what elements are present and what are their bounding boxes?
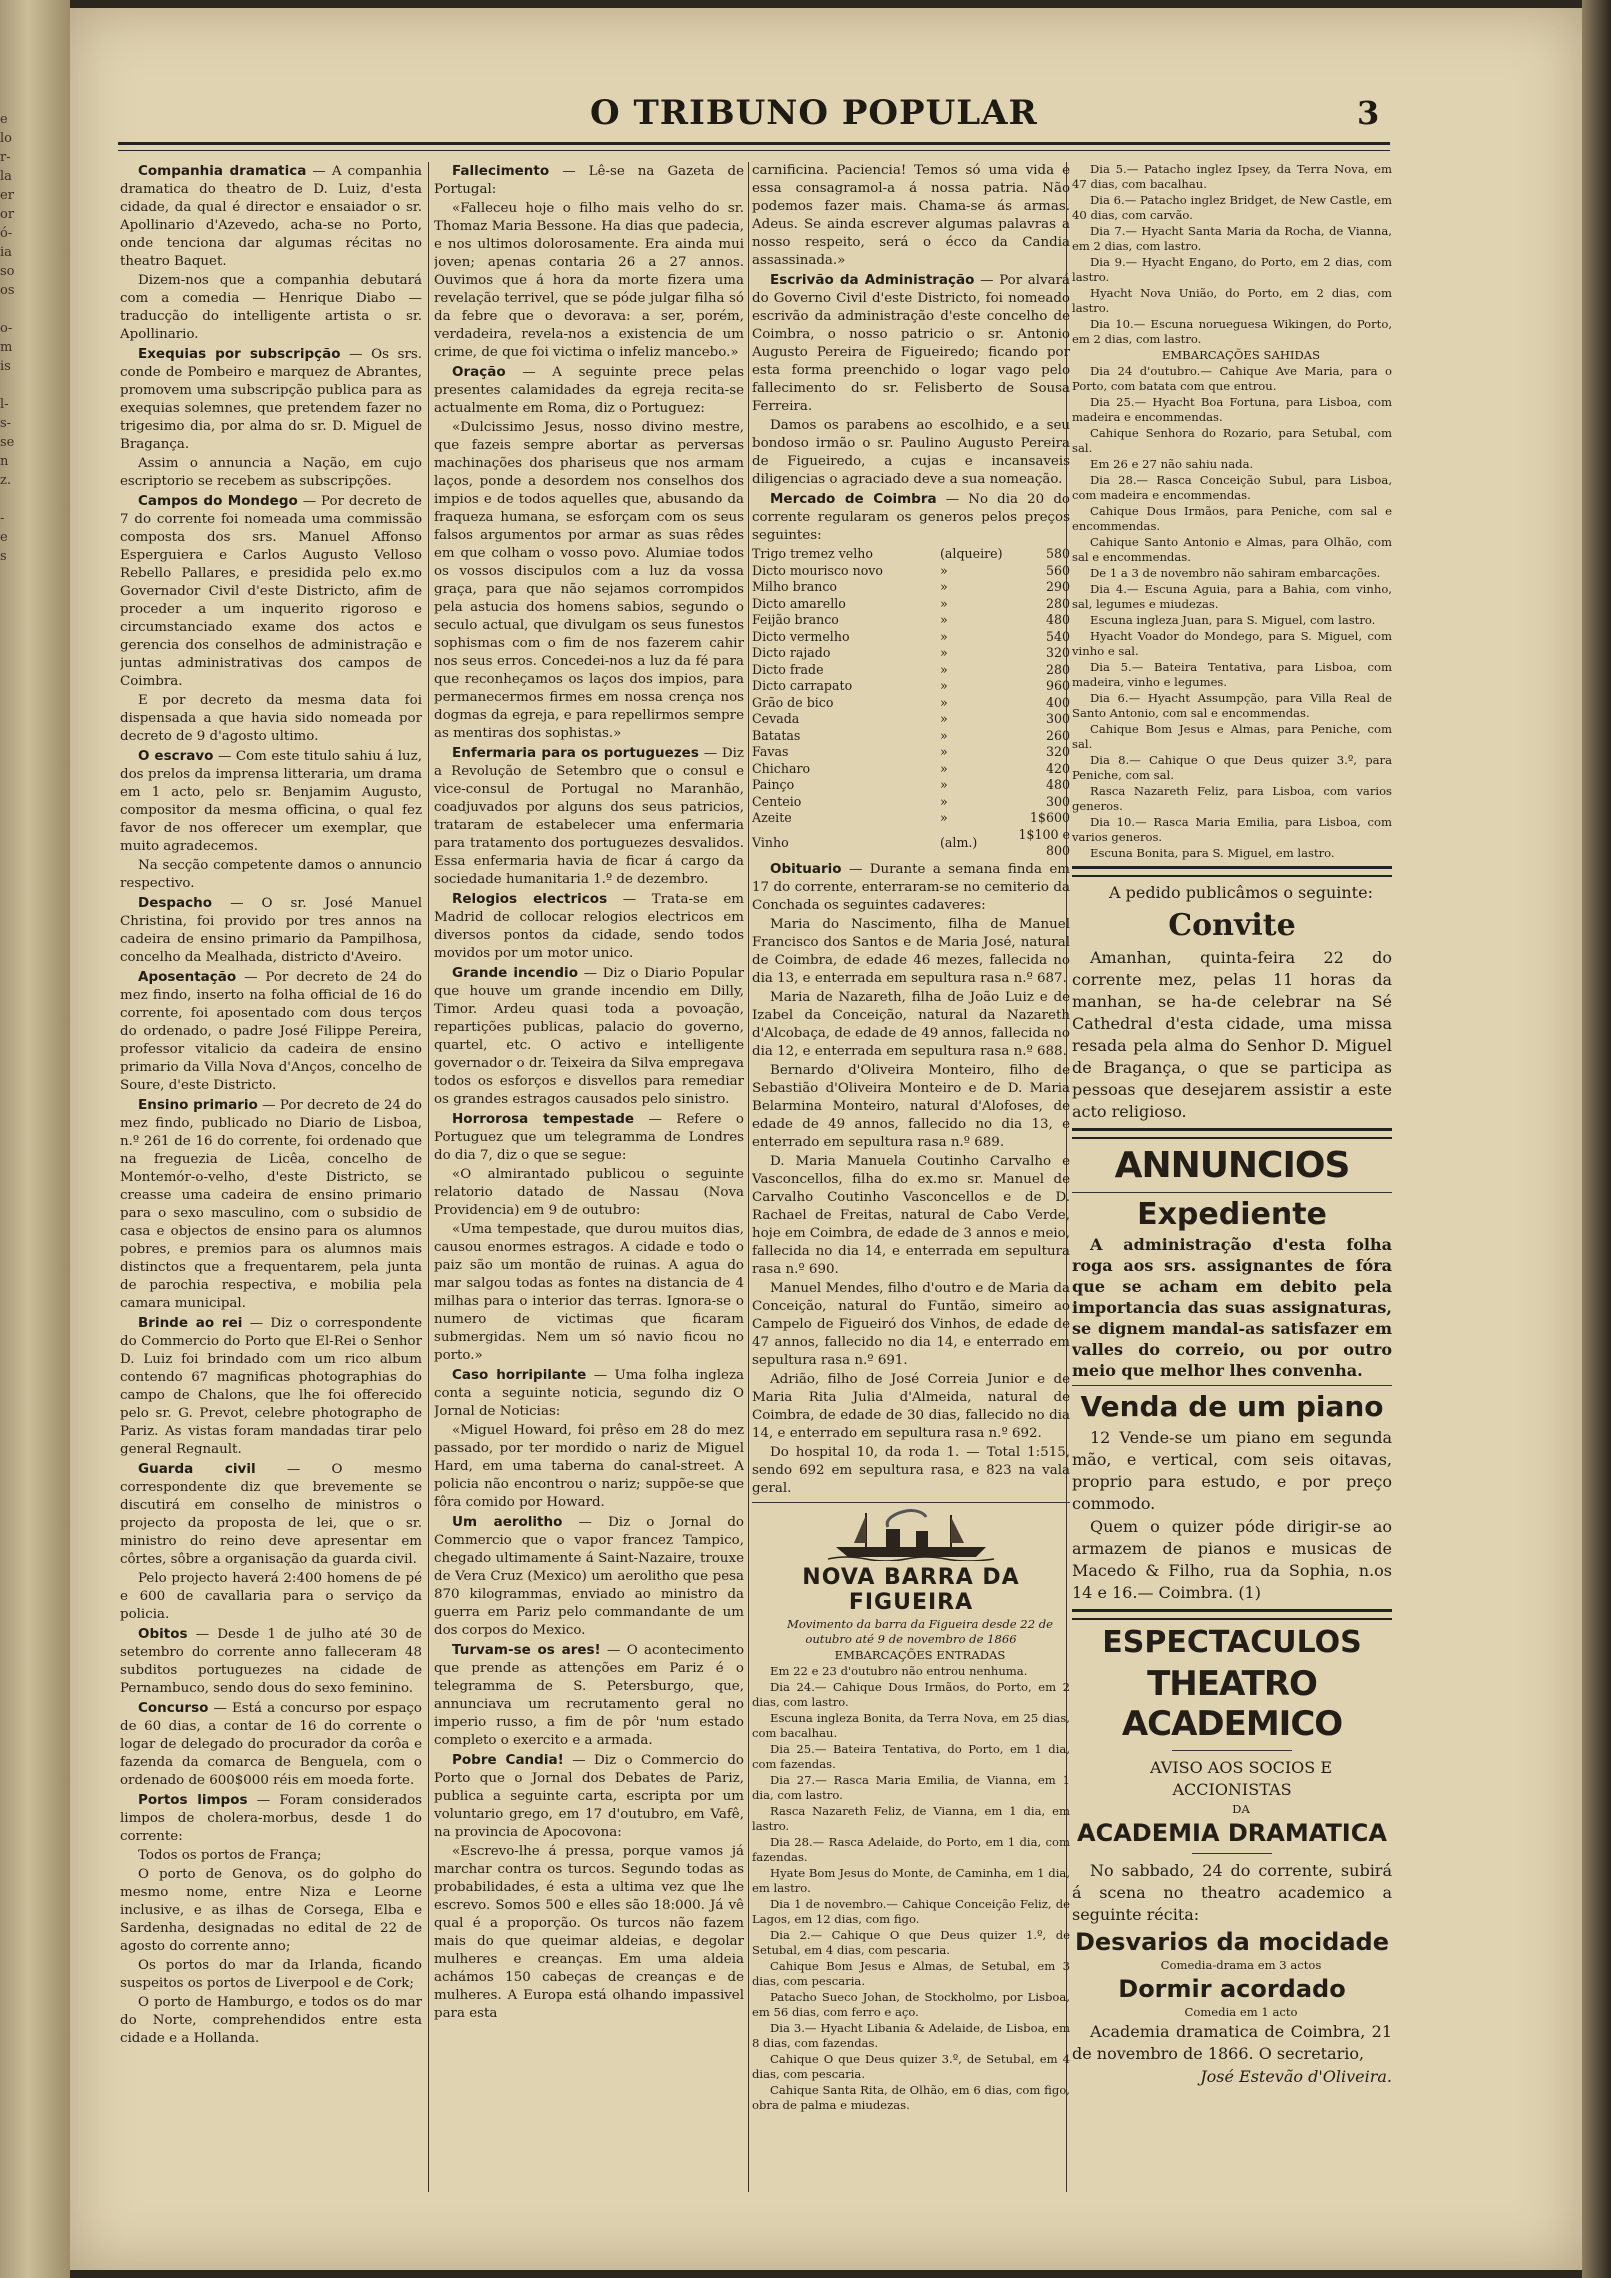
market-item: Dicto amarello [752, 595, 846, 611]
adjacent-page-fragments: e lo r- la er or ó- ia so os o- m is l- s- se n z. - e s [0, 112, 15, 564]
sahida-entry: Cahique Bom Jesus e Almas, para Peniche, com sal. [1072, 722, 1392, 751]
sahida-entry: Hyacht Voador do Mondego, para S. Miguel, com vinho e sal. [1072, 629, 1392, 658]
market-unit: » [940, 562, 948, 578]
sahida-entry: Rasca Nazareth Feliz, para Lisboa, com varios generos. [1072, 784, 1392, 813]
article-heading: Um aerolitho [452, 1514, 563, 1530]
adjacent-page-edge [0, 0, 70, 2278]
article-text: — A seguinte prece pelas presentes calamidades da egreja recita-se actualmente em Roma, diz o Portuguez: [434, 365, 744, 416]
obituary-entry: D. Maria Manuela Coutinho Carvalho e Vasconcellos, filha do ex.mo sr. Manuel de Carvalho Coutinho Vasconcellos e de D. Rachael de Freitas, natural de Cabo Verde, hoje em Coimbra, de edade de 3 annos e meio, fallecida no dia 14, e enterrada em sepultura rasa n.º 690. [752, 1153, 1070, 1277]
market-row [752, 794, 1070, 811]
market-row [752, 563, 1070, 580]
article-text: Os portos do mar da Irlanda, ficando suspeitos os portos de Liverpool e de Cork; [120, 1958, 422, 1991]
article-heading: Relogios electricos [452, 891, 608, 907]
article-heading: O escravo [138, 748, 214, 764]
market-row [752, 695, 1070, 712]
article-paragraph [120, 1096, 422, 1313]
market-row [752, 827, 1070, 860]
market-row [752, 678, 1070, 695]
market-row [752, 662, 1070, 679]
da-line: DA [1232, 1802, 1250, 1816]
article-text: — Durante a semana finda em 17 do corrente, enterraram-se no cemiterio da Conchada os seguintes cadaveres: [752, 861, 1070, 913]
article-text: — Diz o Jornal do Commercio que o vapor francez Tampico, chegado ultimamente á Saint-Nazaire, trouxe de Vera Cruz (Mexico) um aerolitho que pesa 870 kilogrammas, enviado ao ministro da guerra em Pariz pelo commandante de um dos corpos do Mexico. [434, 1515, 744, 1638]
entrada-entry: Hyate Bom Jesus do Monte, de Caminha, em 1 dia, em lastro. [752, 1865, 1070, 1895]
article-paragraph [120, 1699, 422, 1790]
article-paragraph [120, 1866, 422, 1956]
article-heading: Obituario [770, 860, 842, 877]
market-row [752, 579, 1070, 596]
masthead-rule [118, 142, 1390, 151]
entrada-entry: Hyacht Nova União, do Porto, em 2 dias, com lastro. [1072, 286, 1392, 315]
entrada-entry: Dia 1 de novembro.— Cahique Conceição Feliz, de Lagos, em 12 dias, com figo. [752, 1896, 1070, 1926]
market-price: 420 [1045, 760, 1070, 776]
play-title-1: Desvarios da mocidade [1074, 1928, 1390, 1956]
section-rule [752, 1502, 1070, 1503]
market-item: Favas [752, 744, 789, 759]
article-market [752, 490, 1070, 545]
article-paragraph [120, 1625, 422, 1698]
entrada-entry: Cahique Santa Rita, de Olhão, em 6 dias, com figo, obra de palma e miudezas. [752, 2082, 1070, 2112]
article-text: O porto de Hamburgo, e todos os do mar do Norte, comprehendidos entre esta cidade e a Hollanda. [120, 1995, 422, 2046]
article-heading: Caso horripilante [452, 1367, 587, 1383]
article-heading: Brinde ao rei [138, 1315, 243, 1331]
masthead-title: O TRIBUNO POPULAR [590, 93, 1038, 133]
article-paragraph [434, 1166, 744, 1220]
entrada-entry: Em 22 e 23 d'outubro não entrou nenhuma. [770, 1663, 1028, 1678]
market-item: Dicto carrapato [752, 678, 853, 693]
market-unit: » [940, 628, 948, 644]
article-paragraph [434, 890, 744, 963]
obituary-list [752, 916, 1070, 1498]
entrada-entry: Dia 27.— Rasca Maria Emilia, de Vianna, em 1 dia, com lastro. [752, 1772, 1070, 1802]
market-price: 480 [1045, 612, 1070, 627]
entrada-entry: Dia 2.— Cahique O que Deus quizer 1.º, de Setubal, em 4 dias, com pescaria. [752, 1927, 1070, 1957]
article-heading: Companhia dramatica [138, 163, 307, 179]
market-unit: » [940, 661, 948, 677]
article-text: — O acontecimento que prende as attenções em Pariz é o telegramma de S. Petersburgo, que, annunciava um recrutamento geral no imperio russo, a fim de pôr 'num estado completo o exercito e a armada. [434, 1643, 744, 1748]
sahida-entry: Dia 8.— Cahique O que Deus quizer 3.º, para Peniche, com sal. [1072, 753, 1392, 782]
market-row [752, 728, 1070, 745]
article-text: — Refere o Portuguez que um telegramma de Londres do dia 7, diz o que se segue: [434, 1112, 744, 1163]
article-paragraph [120, 857, 422, 893]
market-unit: » [940, 744, 948, 759]
market-item: Trigo tremez velho [752, 546, 873, 561]
article-text: — Trata-se em Madrid de collocar relogios electricos em diversos pontos da cidade, sendo todos movidos por um motor unico. [434, 892, 744, 961]
market-item: Azeite [752, 810, 792, 825]
article-text: — Por decreto de 24 do mez findo, inserto na folha official de 16 do corrente, foi aposentado com dous terços do ordenado, o padre José Filippe Pereira, professor vitalicio da cadeira de ensino primario da Villa Nova d'Anços, concelho de Soure, d'este Districto. [120, 970, 422, 1093]
article-paragraph [120, 1994, 422, 2048]
column-1 [120, 162, 422, 2192]
article-paragraph [120, 492, 422, 691]
article-text: — O sr. José Manuel Christina, foi provido por tres annos na cadeira de ensino primario da Pampilhosa, concelho da Mealhada, districto d'Aveiro. [120, 896, 422, 965]
article-text: — Diz a Revolução de Setembro que o consul e vice-consul de Portugal no Maranhão, coadjuvados por alguns dos seus patricios, trataram de estabelecer uma enfermaria para tratamento dos portuguezes desvalidos. Essa enfermaria havia de ficar á cargo da sociedade humanitaria 1.º de dezembro. [434, 746, 744, 887]
article-text: Assim o annuncia a Nação, em cujo escriptorio se recebem as subscripções. [120, 456, 422, 489]
article-text: «Dulcissimo Jesus, nosso divino mestre, que fazeis sempre abortar as perversas machinações dos phariseus que nos armam laços, ponde a desordem nos conselhos dos impios e de todos aquelles que, abusando da fraqueza humana, se esforçam com os seus falsos argumentos por armar as suas rêdes em que colham o vosso povo. Alumiae todos os vossos discipulos com a luz da vossa graça, para que não sejamos corrompidos pela astucia dos homens sabios, segundo o seculo actual, que divulgam os seus funestos sophismas com o fim de nos fazerem cahir nos seus erros. Concedei-nos a luz da fé para que reconheçamos os laços dos impios, para permanecermos firmes em nossa crença nos dogmas da egreja, e para repellirmos sempre as mentiras dos sophistas.» [434, 420, 744, 741]
entrada-entry: Patacho Sueco Johan, de Stockholmo, por Lisboa, em 56 dias, com ferro e aço. [752, 1989, 1070, 2019]
ornament-rule [1192, 1853, 1272, 1854]
article-paragraph [120, 1460, 422, 1569]
page-right-edge [1582, 0, 1611, 2278]
column-divider [428, 162, 429, 2192]
market-row [752, 612, 1070, 629]
article-text: «Falleceu hoje o filho mais velho do sr. Thomaz Maria Bessone. Ha dias que padecia, e nos ultimos dolorosamente. Era ainda mui joven; apenas contaria 26 a 27 annos. Ouvimos que á hora da morte fizera uma revelação terrivel, que se póde julgar filha só da febre que o devorava: a ser, porém, verdadeira, revela-nos a existencia de um crime, de que foi victima o infeliz mancebo.» [434, 201, 744, 360]
annuncios-heading: ANNUNCIOS [1114, 1145, 1350, 1186]
article-heading: Obitos [138, 1626, 188, 1642]
article-text: O porto de Genova, os do golpho do mesmo nome, entre Niza e Leorne inclusive, e as ilhas de Corsega, Elba e Sardenha, designadas no edital de 22 de agosto do corrente anno; [120, 1867, 422, 1954]
market-item: Batatas [752, 727, 801, 743]
article-heading: Oração [452, 364, 506, 380]
market-price: 580 [1045, 546, 1070, 561]
market-price: 560 [1045, 562, 1070, 578]
market-item: Grão de bico [752, 694, 834, 710]
market-price: 300 [1045, 711, 1070, 726]
sahida-entry: Dia 5.— Bateira Tentativa, para Lisboa, com madeira, vinho e legumes. [1072, 660, 1392, 689]
market-unit: » [940, 694, 948, 710]
sahida-entry: Cahique Santo Antonio e Almas, para Olhão, com sal e encommendas. [1072, 535, 1392, 564]
market-unit: » [940, 678, 948, 693]
market-price: 540 [1045, 628, 1070, 644]
article-text: «Uma tempestade, que durou muitos dias, causou enormes estragos. A cidade e todo o paiz são um montão de ruinas. A agua do mar salgou todas as fontes na distancia de 4 milhas para o interior das terras. Ignora-se o numero de victimas que ficaram submergidas. Nem um só navio ficou no porto.» [434, 1222, 744, 1363]
article-heading: Despacho [138, 895, 213, 911]
article-heading: Ensino primario [138, 1097, 258, 1113]
article-paragraph [434, 744, 744, 889]
article-paragraph [120, 968, 422, 1095]
market-item: Chicharo [752, 760, 811, 776]
market-row [752, 645, 1070, 662]
article-text: — O mesmo correspondente diz que brevemente se discutirá em conselho de ministros o projecto da proposta de lei, que o sr. ministro do reino deve apresentar em côrtes, sôbre a organisação da guarda civil. [120, 1462, 422, 1567]
sahida-entry: Dia 24 d'outubro.— Cahique Ave Maria, para o Porto, com batata com que entrou. [1072, 364, 1392, 393]
signature: José Estevão d'Oliveira. [1200, 2067, 1392, 2086]
sahida-entry: Escuna ingleza Juan, para S. Miguel, com lastro. [1090, 613, 1376, 627]
entrada-entry: Dia 28.— Rasca Adelaide, do Porto, em 1 dia, com fazendas. [752, 1834, 1070, 1864]
market-unit: » [940, 579, 948, 594]
article-paragraph [434, 1513, 744, 1640]
convite-text: Amanhan, quinta-feira 22 do corrente mez, pelas 11 horas da manhan, se ha-de celebrar na Sé Cathedral d'esta cidade, uma missa resada pela alma do Senhor D. Miguel de Bragança, o que se participa as pessoas que desejarem assistir a este acto religioso. [1072, 948, 1392, 1121]
article-text: — Diz o Diario Popular que houve um grande incendio em Dilly, Timor. Ardeu quasi toda a povoação, repartições publicas, palacio do governo, quartel, etc. O activo e intelligente governador o dr. Teixeira da Silva empregava todos os esforços e disvellos para remediar os grandes estragos causados pelo sinistro. [434, 966, 744, 1107]
article-paragraph [120, 1570, 422, 1624]
market-unit: » [940, 645, 948, 660]
article-heading: Escrivão da Administração [770, 272, 975, 288]
market-price: 960 [1045, 678, 1070, 693]
article-admin [752, 271, 1070, 416]
obituary-entry: Manuel Mendes, filho d'outro e de Maria da Conceição, natural do Funtão, simeiro ao Campelo de Figueiró dos Vinhos, de edade de 47 annos, fallecido no dia 14, e enterrado em sepultura rasa n.º 691. [752, 1280, 1070, 1368]
market-price: 400 [1045, 694, 1070, 710]
market-unit: » [940, 727, 948, 743]
article-heading: Pobre Candia! [452, 1752, 564, 1768]
entrada-entry: Dia 25.— Bateira Tentativa, do Porto, em 1 dia, com fazendas. [752, 1741, 1070, 1771]
steamship-icon [826, 1507, 996, 1561]
article-text: Pelo projecto haverá 2:400 homens de pé e 600 de cavallaria para o serviço da policia. [120, 1571, 422, 1622]
article-text: Dizem-nos que a companhia debutará com a comedia — Henrique Diabo — traducção do intelligente artista o sr. Apollinario. [120, 273, 422, 342]
article-paragraph [120, 1847, 422, 1865]
market-item: Centeio [752, 793, 802, 809]
article-heading: Campos do Mondego [138, 493, 298, 509]
market-unit: » [940, 777, 948, 792]
market-price: 320 [1045, 744, 1070, 759]
aviso-line: AVISO AOS SOCIOS E ACCIONISTAS [1150, 1758, 1332, 1799]
entrada-entry: Rasca Nazareth Feliz, de Vianna, em 1 dia, em lastro. [752, 1803, 1070, 1833]
market-price: 320 [1045, 645, 1070, 660]
market-item: Feijão branco [752, 612, 839, 627]
piano-address-text: Quem o quizer póde dirigir-se ao armazem de pianos e musicas de Macedo & Filho, rua da Sophia, n.os 14 e 16.— Coimbra. [1072, 1517, 1392, 1602]
sahidas-list [1072, 364, 1392, 861]
market-item: Dicto mourisco novo [752, 562, 883, 578]
expediente-heading: Expediente [1137, 1197, 1327, 1232]
market-unit: (alqueire) [940, 546, 1003, 561]
article-heading: Portos limpos [138, 1792, 248, 1808]
article-text: «O almirantado publicou o seguinte relatorio datado de Nassau (Nova Providencia) em 9 de outubro: [434, 1167, 744, 1218]
article-heading: Turvam-se os ares! [452, 1642, 601, 1658]
entradas-list-continued [1072, 162, 1392, 347]
market-row [752, 777, 1070, 794]
article-text: — Diz o Commercio do Porto que o Jornal dos Debates de Pariz, publica a seguinte carta, escripta por um voluntario grego, em 17 d'outubro, em Vafê, na provincia de Apocovona: [434, 1753, 744, 1840]
article-heading: Horrorosa tempestade [452, 1111, 635, 1127]
obituary-entry: Adrião, filho de José Correia Junior e de Maria Rita Julia d'Almeida, natural de Coimbra, de edade de 30 dias, fallecido no dia 14, e enterrado em sepultura rasa n.º 692. [752, 1371, 1070, 1441]
article-paragraph [434, 1641, 744, 1750]
entrada-entry: Escuna ingleza Bonita, da Terra Nova, em 25 dias, com bacalhau. [752, 1710, 1070, 1740]
article-paragraph [120, 747, 422, 856]
market-price: 300 [1045, 793, 1070, 809]
article-paragraph [120, 345, 422, 454]
column-2 [434, 162, 744, 2192]
market-item: Dicto frade [752, 661, 824, 677]
article-text: — Diz o correspondente do Commercio do Porto que El-Rei o Senhor D. Luiz foi brindado com um rico album contendo 67 magnificas photographias do campo de Chalons, que lhe foi offerecido pelo sr. G. Prevot, celebre photographo de Pariz. As vistas foram mandadas tirar pelo general Regnault. [120, 1316, 422, 1457]
piano-heading: Venda de um piano [1080, 1390, 1384, 1423]
article-text: — Por decreto de 7 do corrente foi nomeada uma commissão composta dos srs. Manuel Affonso Esperguiera e Carlos Augusto Velloso Rebello Pallares, e presidida pelo ex.mo Governador Civil d'este Districto, afim de proceder a um inquerito rigoroso e circumstanciado exame dos actos e gerencia dos conselhos de administração e juntas administrativas dos campos de Coimbra. [120, 494, 422, 689]
market-price: 1$600 [1029, 810, 1070, 825]
article-text: — A companhia dramatica do theatro de D. Luiz, d'esta cidade, da qual é director e ensaiador o sr. Apollinario d'Azevedo, acha-se no Porto, onde tenciona dar algumas récitas no theatro Baquet. [120, 164, 422, 269]
section-rule [1072, 1609, 1392, 1620]
article-paragraph [434, 1366, 744, 1421]
sahida-entry: De 1 a 3 de novembro não sahiram embarcações. [1090, 566, 1381, 580]
article-text: «Miguel Howard, foi prêso em 28 do mez passado, por ter mordido o nariz de Miguel Hard, em uma taberna do canal-street. A policia não encontrou o nariz; suppõe-se que fôra comido por Howard. [434, 1423, 744, 1510]
performance-notice: No sabbado, 24 do corrente, subirá á scena no theatro academico a seguinte récita: [1072, 1861, 1392, 1924]
article-heading: Aposentação [138, 969, 237, 985]
market-unit: » [940, 711, 948, 726]
sahida-entry: Dia 28.— Rasca Conceição Subul, para Lisboa, com madeira e encommendas. [1072, 473, 1392, 502]
article-heading: Fallecimento [452, 163, 550, 179]
market-row [752, 761, 1070, 778]
section-rule [1072, 1192, 1392, 1193]
sahida-entry: Dia 25.— Hyacht Boa Fortuna, para Lisboa, com madeira e encommendas. [1072, 395, 1392, 424]
academia-heading: ACADEMIA DRAMATICA [1077, 1819, 1387, 1847]
sahida-entry: Cahique Dous Irmãos, para Peniche, com sal e encommendas. [1072, 504, 1392, 533]
article-text: Todos os portos de França; [138, 1848, 322, 1863]
market-row [752, 596, 1070, 613]
theatro-heading: THEATRO ACADEMICO [1121, 1664, 1343, 1744]
market-price: 280 [1045, 661, 1070, 677]
article-text: Damos os parabens ao escolhido, e a seu bondoso irmão o sr. Paulino Augusto Pereira de Figueiredo, a cujas e incansaveis diligencias o agraciado deve a sua nomeação. [752, 418, 1070, 487]
barra-subtitle: Movimento da barra da Figueira desde 22 de outubro até 9 de novembro de 1866 [786, 1616, 1054, 1646]
entrada-entry: Dia 6.— Patacho inglez Bridget, de New Castle, em 40 dias, com carvão. [1072, 193, 1392, 222]
entrada-entry: Dia 10.— Escuna norueguesa Wikingen, do Porto, em 2 dias, com lastro. [1072, 317, 1392, 346]
article-paragraph [120, 1791, 422, 1846]
article-paragraph [120, 272, 422, 344]
request-note: A pedido publicâmos o seguinte: [1109, 883, 1373, 902]
article-paragraph [120, 692, 422, 746]
page-number: 3 [1357, 94, 1380, 132]
piano-text: 12 Vende-se um piano em segunda mão, e vertical, com seis oitavas, proprio para estudo, e por preço commodo. [1072, 1428, 1392, 1513]
market-price-table [752, 546, 1070, 860]
article-continuation: carnificina. Paciencia! Temos só uma vida e essa consagramol-a á nossa patria. Não podemos fazer mais. Chama-se ás armas. Adeus. Se ainda escrever algumas palavras a nosso respeito, será o écco da Candia assassinada.» [752, 163, 1070, 268]
entrada-entry: Dia 9.— Hyacht Engano, do Porto, em 2 dias, com lastro. [1072, 255, 1392, 284]
article-obituary [752, 860, 1070, 915]
entradas-heading: EMBARCAÇÕES ENTRADAS [834, 1647, 1006, 1662]
article-text: «Escrevo-lhe á pressa, porque vamos já marchar contra os turcos. Segundo todas as probabilidades, é esta a ultima vez que lhe escrevo. Somos 500 e elles são 18:000. Já vê qual é a proporção. Os turcos não fazem mais do que queimar aldeias, e degolar mulheres e creanças. Em uma aldeia achámos 150 cabeças de creanças e de mulheres. A Europa está olhando impassivel para esta [434, 1844, 744, 2021]
article-paragraph [120, 455, 422, 491]
article-heading: Grande incendio [452, 965, 578, 981]
espectaculos-heading: ESPECTACULOS [1102, 1625, 1362, 1660]
article-paragraph [434, 1221, 744, 1365]
article-paragraph [434, 1110, 744, 1165]
entrada-entry: Cahique O que Deus quizer 3.º, de Setubal, em 4 dias, com pescaria. [752, 2051, 1070, 2081]
market-item: Dicto rajado [752, 645, 831, 660]
article-text: — Está a concurso por espaço de 60 dias, a contar de 16 do corrente o logar de delegado do procurador da corôa e fazenda da comarca de Benguela, com o ordenado de 600$000 réis em moeda forte. [120, 1701, 422, 1788]
article-heading: Guarda civil [138, 1461, 256, 1477]
market-item: Cevada [752, 711, 800, 726]
market-price: 290 [1045, 579, 1070, 594]
market-unit: (alm.) [940, 834, 978, 850]
market-unit: » [940, 793, 948, 809]
market-row [752, 810, 1070, 827]
piano-address [1072, 1516, 1392, 1604]
article-text: — Desde 1 de julho até 30 de setembro do corrente anno falleceram 48 subditos portuguezes na cidade de Pernambuco, sendo dous do sexo feminino. [120, 1627, 422, 1696]
market-unit: » [940, 760, 948, 776]
market-unit: » [940, 810, 948, 825]
obituary-entry: Maria de Nazareth, filha de João Luiz e de Izabel da Conceição, natural da Nazareth d'Alcobaça, de edade de 49 annos, fallecida no dia 12, e enterrada em sepultura rasa n.º 688. [752, 989, 1070, 1059]
sahida-entry: Em 26 e 27 não sahiu nada. [1090, 457, 1254, 471]
article-heading: Enfermaria para os portuguezes [452, 745, 699, 761]
article-paragraph [434, 964, 744, 1109]
article-paragraph [434, 363, 744, 418]
sahida-entry: Dia 6.— Hyacht Assumpção, para Villa Real de Santo Antonio, com sal e encommendas. [1072, 691, 1392, 720]
entrada-entry: Dia 3.— Hyacht Libania & Adelaide, de Lisboa, em 8 dias, com fazendas. [752, 2020, 1070, 2050]
article-paragraph [120, 1957, 422, 1993]
article-paragraph [434, 1751, 744, 1842]
sahidas-heading: EMBARCAÇÕES SAHIDAS [1161, 348, 1321, 362]
ornament-rule [1172, 1750, 1292, 1751]
market-unit: » [940, 595, 948, 611]
article-paragraph [434, 162, 744, 199]
market-price: 260 [1045, 727, 1070, 743]
entrada-entry: Dia 24.— Cahique Dous Irmãos, do Porto, em 2 dias, com lastro. [752, 1679, 1070, 1709]
play-subtitle-2: Comedia em 1 acto [1184, 2005, 1298, 2019]
barra-title: NOVA BARRA DA FIGUEIRA [802, 1564, 1020, 1615]
column-4 [1072, 162, 1392, 2192]
obituary-entry: Maria do Nascimento, filha de Manuel Francisco dos Santos e de Maria José, natural de Coimbra, de edade 46 mezes, fallecida no dia 13, e enterrada em sepultura rasa n.º 687. [752, 916, 1070, 986]
article-text: E por decreto da mesma data foi dispensada a que havia sido nomeada por decreto de 9 d'agosto ultimo. [120, 693, 422, 744]
entrada-entry: Dia 5.— Patacho inglez Ipsey, da Terra Nova, em 47 dias, com bacalhau. [1072, 162, 1392, 191]
article-text: — Com este titulo sahiu á luz, dos prelos da imprensa litteraria, um drama em 1 acto, pelo sr. Benjamim Augusto, compositor da mesma officina, o qual fez favor de nos offerecer um exemplar, que muito agradecemos. [120, 749, 422, 854]
article-text: — Uma folha ingleza conta a seguinte noticia, segundo diz O Jornal de Noticias: [434, 1368, 744, 1419]
article-heading: Mercado de Coimbra [770, 491, 937, 507]
article-text: Na secção competente damos o annuncio respectivo. [120, 858, 422, 891]
market-price: 280 [1045, 595, 1070, 611]
obituary-entry: Do hospital 10, da roda 1. — Total 1:515, sendo 692 em sepultura rasa, e 823 na vala geral. [752, 1444, 1070, 1496]
article-paragraph [434, 1422, 744, 1512]
market-price: 1$100 e 800 [1018, 826, 1070, 858]
market-row [752, 711, 1070, 728]
market-row [752, 629, 1070, 646]
column-3 [752, 162, 1070, 2192]
article-text: — Por alvará do Governo Civil d'este Districto, foi nomeado escrivão da administração d'este concelho de Coimbra, o nosso patricio o sr. Antonio Augusto Pereira de Figueiredo; ficando por esta forma preenchido o logar vago pelo fallecimento do sr. Felisberto de Sousa Ferreira. [752, 273, 1070, 414]
expediente-notice: A administração d'esta folha roga aos srs. assignantes de fóra que se acham em debito pela importancia das suas assignaturas, se dignem mandal-as satisfazer em valles do correio, ou por outro meio que melhor lhes convenha. [1072, 1235, 1392, 1380]
closing-text: Academia dramatica de Coimbra, 21 de novembro de 1866. O secretario, [1072, 2022, 1392, 2063]
article-paragraph [434, 419, 744, 743]
article-text: — Lê-se na Gazeta de Portugal: [434, 164, 744, 197]
sahida-entry: Escuna Bonita, para S. Miguel, em lastro. [1090, 846, 1335, 860]
section-rule [1072, 1385, 1392, 1386]
article-paragraph [434, 200, 744, 362]
obituary-entry: Bernardo d'Oliveira Monteiro, filho de Sebastião d'Oliveira Monteiro e de D. Maria Belarmina Monteiro, natural d'Alofoses, de edade de 49 annos, fallecido no dia 13, e enterrado em sepultura rasa n.º 689. [752, 1062, 1070, 1150]
market-row [752, 546, 1070, 563]
market-row [752, 744, 1070, 761]
article-heading: Exequias por subscripção [138, 346, 341, 362]
market-item: Vinho [752, 834, 789, 850]
column-divider [748, 162, 749, 2192]
entrada-entry: Cahique Bom Jesus e Almas, de Setubal, em 3 dias, com pescaria. [752, 1958, 1070, 1988]
section-rule [1072, 866, 1392, 877]
article-paragraph [120, 894, 422, 967]
convite-heading: Convite [1168, 908, 1296, 943]
article-paragraph [434, 1843, 744, 2023]
article-heading: Concurso [138, 1700, 209, 1716]
market-item: Dicto vermelho [752, 628, 850, 644]
market-item: Milho branco [752, 579, 837, 594]
sahida-entry: Dia 10.— Rasca Maria Emilia, para Lisboa, com varios generos. [1072, 815, 1392, 844]
section-rule [1072, 1128, 1392, 1139]
article-text: — No dia 20 do corrente regularam os generos pelos preços seguintes: [752, 492, 1070, 543]
piano-ref: (1) [1238, 1583, 1261, 1602]
sahida-entry: Dia 4.— Escuna Aguia, para a Bahia, com vinho, sal, legumes e miudezas. [1072, 582, 1392, 611]
entradas-list [752, 1664, 1070, 2113]
market-unit: » [940, 612, 948, 627]
article-text: — Por decreto de 24 do mez findo, publicado no Diario de Lisboa, n.º 261 de 16 do corrente, foi ordenado que na freguezia de Licêa, concelho de Montemór-o-velho, d'este Districto, se creasse uma cadeira de ensino primario para o sexo masculino, com o subsidio de casa e objectos de ensino para os alumnos pobres, e premios para os alumnos mais distinctos que a frequentarem, pela junta de parochia respectiva, e mobilia pela camara municipal. [120, 1098, 422, 1311]
market-item: Painço [752, 777, 795, 792]
article-text: — Os srs. conde de Pombeiro e marquez de Abrantes, promovem uma subscripção publica para as exequias solemnes, que pretendem fazer no trigesimo dia, por alma do sr. D. Miguel de Bragança. [120, 347, 422, 452]
market-price: 480 [1045, 777, 1070, 792]
article-text: — Foram considerados limpos de cholera-morbus, desde 1 do corrente: [120, 1793, 422, 1844]
article-paragraph [120, 162, 422, 271]
play-subtitle-1: Comedia-drama em 3 actos [1160, 1958, 1322, 1972]
sahida-entry: Cahique Senhora do Rozario, para Setubal, com sal. [1072, 426, 1392, 455]
article-paragraph [120, 1314, 422, 1459]
play-title-2: Dormir acordado [1118, 1975, 1346, 2003]
entrada-entry: Dia 7.— Hyacht Santa Maria da Rocha, de Vianna, em 2 dias, com lastro. [1072, 224, 1392, 253]
